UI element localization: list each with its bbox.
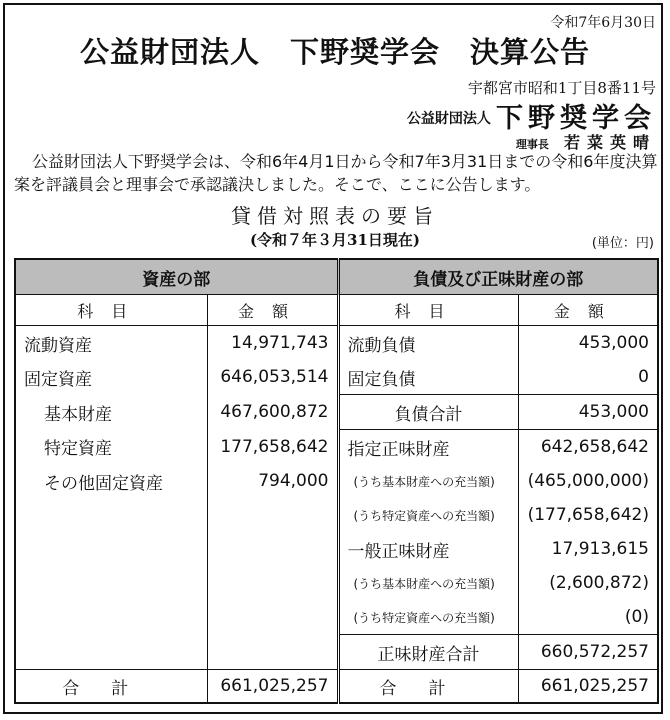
- liabilities-item-column-header: 科目: [338, 295, 518, 326]
- liability-label: 指定正味財産: [338, 430, 518, 465]
- page-title: 公益財団法人 下野奨学会 決算公告: [79, 35, 590, 69]
- liability-value: (2,600,872): [518, 566, 658, 600]
- empty-cell: [15, 532, 207, 566]
- organization-type: 公益財団法人: [406, 111, 491, 127]
- column-header-row: [15, 295, 658, 326]
- assets-total-label: 合計: [15, 670, 207, 704]
- table-row: [15, 532, 658, 566]
- currency-unit: (単位：円): [591, 236, 654, 251]
- representative-title: 理事長: [515, 138, 549, 151]
- empty-cell: [207, 498, 338, 532]
- balance-sheet-table: [14, 258, 659, 704]
- table-row: [15, 430, 658, 465]
- asset-value: 177,658,642: [207, 430, 338, 465]
- balance-sheet-title: 貸借対照表の要旨: [231, 204, 439, 228]
- representative-name: 若菜英晴: [563, 133, 656, 152]
- liability-value: 17,913,615: [518, 532, 658, 566]
- table-row: [15, 326, 658, 361]
- liability-label: (うち特定資産への充当額): [338, 600, 518, 635]
- assets-amount-column-header: 金額: [207, 295, 338, 326]
- grand-total-row: [15, 670, 658, 704]
- empty-cell: [207, 600, 338, 635]
- liability-subtotal-label: 負債合計: [338, 395, 518, 430]
- asset-label: その他固定資産: [15, 464, 207, 498]
- balance-sheet-as-of: (令和７年３月31日現在): [249, 231, 421, 249]
- liability-value: 642,658,642: [518, 430, 658, 465]
- assets-total-value: 661,025,257: [207, 670, 338, 704]
- net-assets-total-value: 660,572,257: [518, 635, 658, 670]
- liability-label: 流動負債: [338, 326, 518, 361]
- table-row: [15, 395, 658, 430]
- liability-value: (0): [518, 600, 658, 635]
- empty-cell: [15, 566, 207, 600]
- assets-item-column-header: 科目: [15, 295, 207, 326]
- liability-value: (465,000,000): [518, 464, 658, 498]
- table-row: [15, 566, 658, 600]
- asset-label: 基本財産: [15, 395, 207, 430]
- asset-value: 467,600,872: [207, 395, 338, 430]
- empty-cell: [15, 635, 207, 670]
- liability-value: 453,000: [518, 326, 658, 361]
- table-row: [15, 498, 658, 532]
- table-row: [15, 464, 658, 498]
- liability-label: (うち基本財産への充当額): [338, 566, 518, 600]
- empty-cell: [207, 532, 338, 566]
- table-row: [15, 360, 658, 395]
- liability-label: 一般正味財産: [338, 532, 518, 566]
- liability-value: 0: [518, 360, 658, 395]
- liability-label: (うち基本財産への充当額): [338, 464, 518, 498]
- empty-cell: [207, 635, 338, 670]
- notice-body-text: 公益財団法人下野奨学会は、令和6年4月1日から令和7年3月31日までの令和6年度決算案を評議員会と理事会で承認議決しました。そこで、ここに公告します。: [14, 152, 658, 194]
- liability-subtotal-value: 453,000: [518, 395, 658, 430]
- table-row: [15, 635, 658, 670]
- asset-value: 646,053,514: [207, 360, 338, 395]
- organization-address: 宇都宮市昭和1丁目8番11号: [467, 79, 656, 97]
- asset-label: 特定資産: [15, 430, 207, 465]
- liability-value: (177,658,642): [518, 498, 658, 532]
- asset-value: 794,000: [207, 464, 338, 498]
- table-row: [15, 600, 658, 635]
- assets-section-header: 資産の部: [15, 259, 338, 295]
- empty-cell: [15, 600, 207, 635]
- net-assets-total-label: 正味財産合計: [338, 635, 518, 670]
- asset-value: 14,971,743: [207, 326, 338, 361]
- asset-label: 流動資産: [15, 326, 207, 361]
- empty-cell: [207, 566, 338, 600]
- liability-label: 固定負債: [338, 360, 518, 395]
- liability-label: (うち特定資産への充当額): [338, 498, 518, 532]
- section-header-row: [15, 259, 658, 295]
- liabilities-section-header: 負債及び正味財産の部: [338, 259, 658, 295]
- liabilities-total-label: 合計: [338, 670, 518, 704]
- liabilities-amount-column-header: 金額: [518, 295, 658, 326]
- notice-date: 令和7年6月30日: [550, 15, 656, 31]
- empty-cell: [15, 498, 207, 532]
- organization-name: 下野奨学会: [496, 103, 656, 134]
- asset-label: 固定資産: [15, 360, 207, 395]
- liabilities-total-value: 661,025,257: [518, 670, 658, 704]
